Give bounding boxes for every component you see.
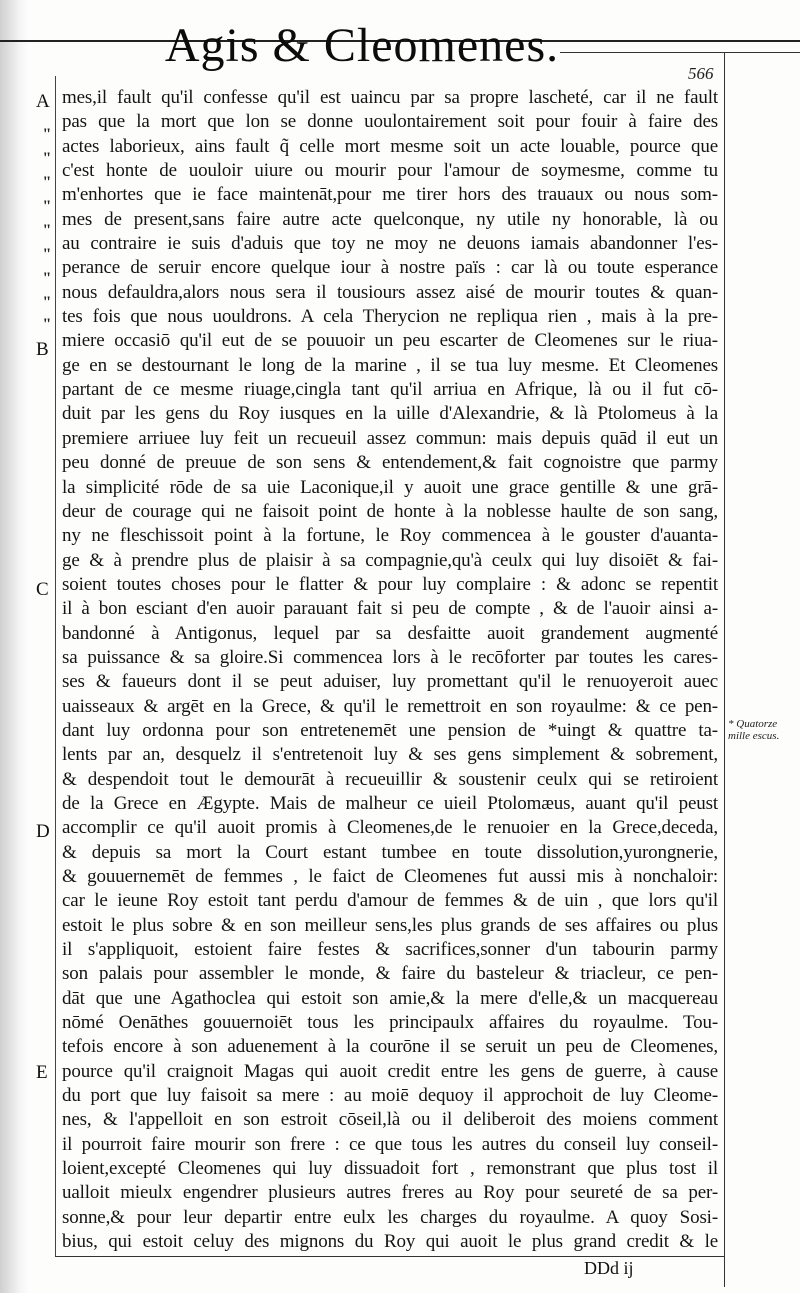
margin-letter-d: D [36,821,50,842]
quote-mark: " [42,316,52,333]
text-line: bius, qui estoit celuy des mignons du Roy qui auoit le plus grand credit & le [62,1231,718,1253]
margin-letter-a: A [36,91,50,112]
text-line: pas que la mort que lon se donne uoulontairement soit pour fouir à faire des [62,111,718,133]
text-line: actes laborieux, ains fault q̃ celle mort mesme soit un acte louable, pource que [62,135,718,157]
text-line: & depuis sa mort la Court estant tumbee en toute dissolution,yurongnerie, [62,841,718,863]
text-line: partant de ce mesme riuage,cingla tant qu'il arriua en Afrique, là ou il fut cō- [62,379,718,401]
quote-mark: " [42,126,52,143]
text-line: perance de seruir encore quelque iour à nostre païs : car là ou toute esperance [62,257,718,279]
text-line: ualloit mieulx engendrer plusieurs autres freres au Roy pour seureté de sa per- [62,1182,718,1204]
text-line: il à bon esciant d'en auoir parauant fait si peu de compte , & de l'auoir ainsi a- [62,598,718,620]
page-number: 566 [688,64,714,83]
text-line: dant luy ordonna pour son entretenemēt une pension de *uingt & quattre ta- [62,719,718,741]
text-line: & gouuernemēt de femmes , le faict de Cleomenes fut aussi mis à nonchaloir: [62,866,718,887]
text-line: il s'appliquoit, estoient faire festes & sacrifices,sonner d'un tabourin parmy [62,939,718,961]
text-line: duit par les gens du Roy iusques en la uille d'Alexandrie, & là Ptolomeus à la [62,403,718,425]
margin-letter-c: C [36,579,49,600]
text-line: tes fois que nous uouldrons. A cela Therycion ne repliqua rien , mais à la pre- [62,306,718,328]
text-line: uaisseaux & argēt en la Grece, & qu'il le remettroit en son royaulme: & ce pen- [62,695,718,717]
margin-letter-e: E [36,1062,48,1083]
text-line: dāt que une Agathoclea qui estoit son amie,& la mere d'elle,& un macquereau [62,987,718,1009]
text-line: estoit le plus sobre & en son meilleur sens,les plus grands de ses affaires ou plus [62,914,718,936]
text-line: & despendoit tout le demourāt à recueuillir & soustenir ceulx qui se retiroient [62,768,718,790]
text-line: nous defauldra,alors nous sera il tousiours assez aisé de mourir toutes & quan- [62,281,718,303]
left-column-rule [55,76,56,1256]
text-line: mes de present,sans faire autre acte quelconque, ny utile ny honorable, là ou [62,208,718,230]
text-line: loient,excepté Cleomenes qui luy dissuadoit fort , remonstrant que plus tost il [62,1158,718,1180]
quote-mark: " [42,198,52,215]
text-line: sa puissance & sa gloire.Si commencea lors à le recōforter par toutes les cares- [62,646,718,668]
bottom-rule [55,1256,725,1257]
text-line: ge en se destournant le long de la marine , il se tua luy mesme. Et Cleomenes [62,354,718,376]
text-line: du port que luy faisoit sa mere : au moiē dequoy il approchoit de luy Cleome- [62,1085,718,1107]
margin-note: * Quatorze mille escus. [728,718,780,742]
text-line: premiere arriuee luy feit un recueuil assez commun: mais depuis quād il eut un [62,427,718,449]
text-line: c'est honte de uouloir uiure ou mourir pour l'amour de soymesme, comme tu [62,160,718,182]
quote-mark: " [42,174,52,191]
signature-mark: DDd ij [584,1258,634,1278]
text-line: sonne,& pour leur departir entre eulx les charges du royaulme. A quoy Sosi- [62,1206,718,1228]
text-line: bandonné à Antigonus, lequel par sa desfaitte auoit grandement augmenté [62,622,718,644]
text-line: car le ieune Roy estoit tant perdu d'amour de femmes & de uin , que lors qu'il [62,890,718,912]
right-column-rule [724,52,725,1287]
text-line: mes,il fault qu'il confesse qu'il est uaincu par sa propre lascheté, car il ne fault [62,87,718,108]
text-line: ge & à prendre plus de plaisir à sa compagnie,qu'à ceulx qui luy disoiēt & fai- [62,549,718,571]
quote-mark: " [42,270,52,287]
text-line: de la Grece en Ægypte. Mais de malheur ce uieil Ptolomæus, auant qu'il peust [62,792,718,814]
text-line: nōmé Oenāthes gouuernoiēt tous les principaulx affaires du royaulme. Tou- [62,1012,718,1034]
text-line: nes, & l'appelloit en son estroit cōseil,là ou il deliberoit des moiens comment [62,1109,718,1131]
text-line: pource qu'il craignoit Magas qui auoit credit entre les gens de guerre, à cause [62,1060,718,1082]
page-title: Agis & Cleomenes. [164,19,560,72]
text-line: son palais pour assembler le monde, & faire du basteleur & triacleur, ce pen- [62,963,718,985]
body-text [62,86,718,1255]
text-line: lents par an, desquelz il s'entretenoit luy & ses gens simplement & sobrement, [62,744,718,766]
text-line: il pourroit faire mourir son frere : ce que tous les autres du conseil luy conseil- [62,1133,718,1155]
text-line: au contraire ie suis d'aduis que toy ne moy ne deuons iamais abandonner l'es- [62,233,718,255]
margin-letter-b: B [36,339,49,360]
quote-mark: " [42,294,52,311]
quote-mark: " [42,246,52,263]
text-line: deur de courage qui ne faisoit point de honte à la noblesse haulte de son sang, [62,500,718,522]
gutter-shadow [0,0,28,1293]
quote-mark: " [42,150,52,167]
quote-mark: " [42,222,52,239]
text-line: accomplir ce qu'il auoit promis à Cleomenes,de le renuoier en la Grece,deceda, [62,817,718,839]
text-line: tefois encore à son aduenement à la courōne il se seruit un peu de Cleomenes, [62,1036,718,1058]
text-line: la simplicité rōde de sa uie Laconique,il y auoit une grace gentille & une grā- [62,476,718,498]
text-line: soient toutes choses pour le flatter & pour luy complaire : & adonc se repentit [62,573,718,595]
text-line: ny ne fleschissoit point à la fortune, le Roy commencea à le gouster d'auanta- [62,525,718,547]
text-line: m'enhortes que ie face maintenāt,pour me tirer hors des trauaux ou nous som- [62,184,718,206]
text-line: peu donné de preuue de son sens & entendement,& fait cognoistre que parmy [62,452,718,474]
text-line: miere occasiō qu'il eut de se pouuoir un peu escarter de Cleomenes sur le riua- [62,330,718,352]
text-line: ses & faueurs dont il se peut aduiser, luy promettant qu'il le renuoyeroit auec [62,671,718,693]
